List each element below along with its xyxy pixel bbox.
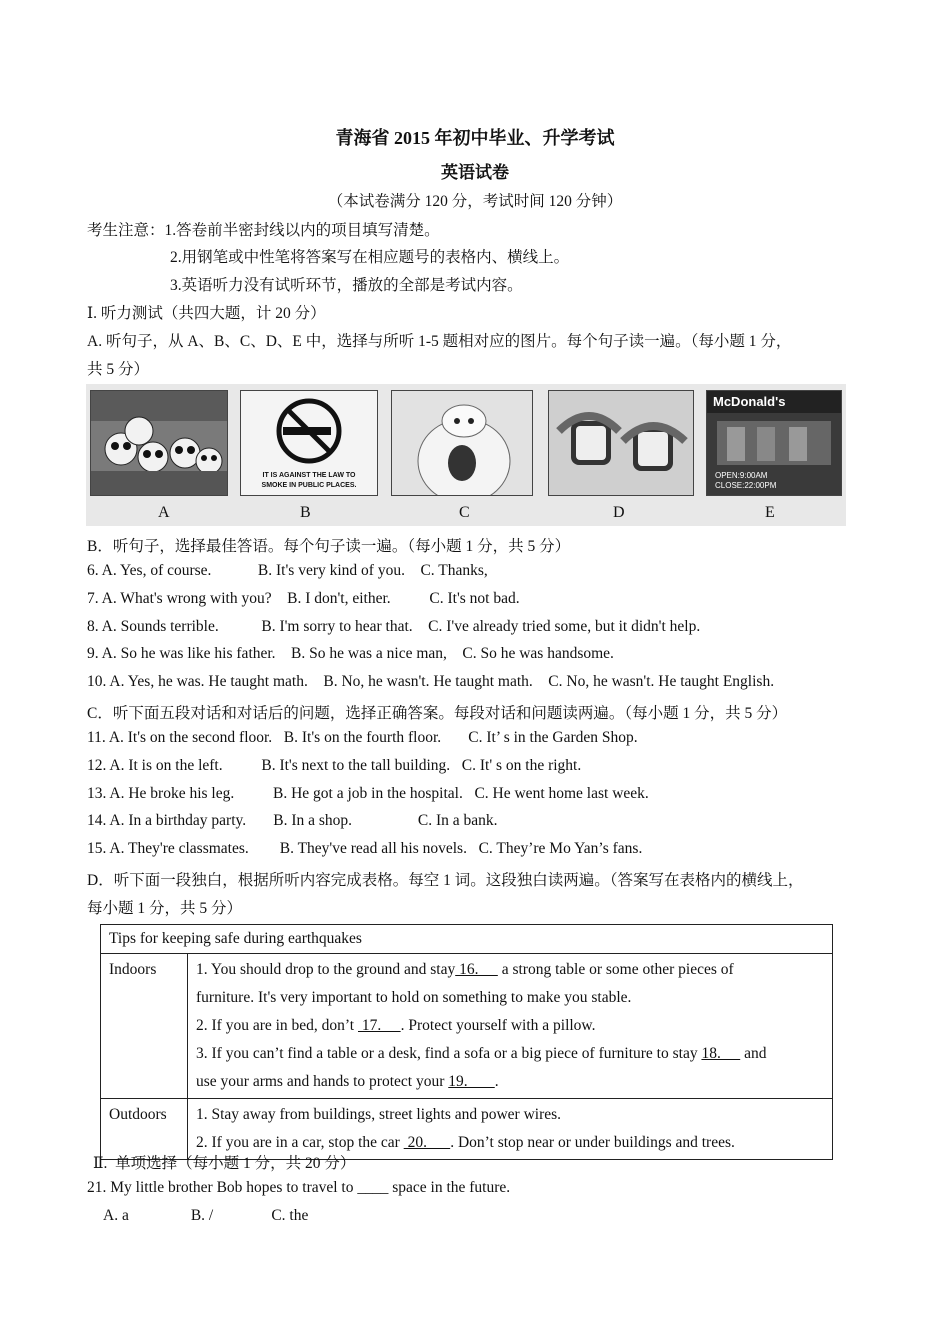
tip-text: a strong table or some other pieces of [497, 961, 734, 978]
outdoors-label: Outdoors [101, 1099, 188, 1160]
notice-3: 3.英语听力没有试听环节，播放的全部是考试内容。 [170, 277, 523, 294]
picture-label-e: E [765, 504, 775, 521]
picture-label-b: B [300, 504, 311, 521]
picture-label-d: D [613, 504, 625, 521]
question-10: 10. A. Yes, he was. He taught math. B. No, he wasn't. He taught math. C. No, he wasn't. He taught English. [87, 673, 775, 690]
section1a-instruction-cont: 共 5 分） [87, 361, 150, 378]
exam-note: （本试卷满分 120 分，考试时间 120 分钟） [327, 193, 623, 210]
picture-b-no-smoking [240, 390, 378, 496]
outdoor-tip-1: 1. Stay away from buildings, street lights and power wires. [196, 1106, 562, 1123]
section1c-instruction: C．听下面五段对话和对话后的问题，选择正确答案。每段对话和问题读两遍。（每小题 1 分，共 5 分） [87, 705, 788, 722]
question-7: 7. A. What's wrong with you? B. I don't, either. C. It's not bad. [87, 590, 520, 607]
answer-blank-16[interactable]: 16. [455, 961, 498, 978]
answer-blank-20[interactable]: 20. [403, 1134, 451, 1151]
notice-2: 2.用钢笔或中性笔将答案写在相应题号的表格内、横线上。 [170, 249, 570, 266]
indoor-tip-2 [196, 1012, 824, 1040]
picture-label-c: C [459, 504, 470, 521]
question-11: 11. A. It's on the second floor. B. It's on the fourth floor. C. It’ s in the Garden Shop. [87, 729, 638, 746]
question-21-options: A. a B. / C. the [103, 1207, 309, 1224]
question-6: 6. A. Yes, of course. B. It's very kind of you. C. Thanks, [87, 562, 488, 579]
earthquake-tips-table [100, 924, 833, 1160]
open-hours: OPEN:9:00AM [715, 471, 768, 480]
section1d-instruction: D．听下面一段独白，根据所听内容完成表格。每空 1 词。这段独白读两遍。（答案写在表格内的横线上， [87, 872, 804, 889]
notice-1: 考生注意：1.答卷前半密封线以内的项目填写清楚。 [87, 222, 440, 239]
tip-text: and [740, 1045, 767, 1062]
sign-text-line2: SMOKE IN PUBLIC PLACES. [261, 482, 357, 489]
sign-text-line1: IT IS AGAINST THE LAW TO [262, 472, 356, 479]
question-13: 13. A. He broke his leg. B. He got a job in the hospital. C. He went home last week. [87, 785, 649, 802]
question-8: 8. A. Sounds terrible. B. I'm sorry to hear that. C. I've already tried some, but it didn't help. [87, 618, 701, 635]
exam-title: 青海省 2015 年初中毕业、升学考试 [335, 128, 615, 148]
tip-text: . Don’t stop near or under buildings and trees. [450, 1134, 735, 1151]
answer-blank-18[interactable]: 18. [701, 1045, 741, 1062]
close-hours: CLOSE:22:00PM [715, 481, 777, 490]
mcdonalds-logo-text: McDonald's [713, 394, 786, 409]
section1b-instruction: B．听句子，选择最佳答语。每个句子读一遍。（每小题 1 分，共 5 分） [87, 538, 571, 555]
exam-subtitle: 英语试卷 [441, 163, 509, 182]
answer-blank-19[interactable]: 19. [448, 1073, 495, 1090]
tip-text: use your arms and hands to protect your [196, 1073, 449, 1090]
tip-text: 1. You should drop to the ground and stay [196, 961, 456, 978]
table-header: Tips for keeping safe during earthquakes [101, 925, 833, 954]
section1d-instruction-cont: 每小题 1 分，共 5 分） [87, 900, 243, 917]
tip-text: 3. If you can’t find a table or a desk, find a sofa or a big piece of furniture to stay [196, 1045, 702, 1062]
indoor-tip-3-cont [196, 1068, 824, 1096]
section1a-instruction: A. 听句子，从 A、B、C、D、E 中，选择与所听 1-5 题相对应的图片。每个句子读一遍。（每小题 1 分， [87, 333, 792, 350]
picture-strip [86, 384, 846, 526]
picture-label-a: A [158, 504, 170, 521]
tip-text: . Protect yourself with a pillow. [400, 1017, 596, 1034]
section2-heading: Ⅱ. 单项选择（每小题 1 分，共 20 分） [93, 1155, 356, 1172]
picture-e-mcdonalds [706, 390, 842, 496]
indoors-label: Indoors [101, 954, 188, 1099]
picture-d-smartwatches [548, 390, 694, 496]
indoor-tip-1-cont: furniture. It's very important to hold on something to make you stable. [196, 989, 632, 1006]
picture-a-pandas [90, 390, 228, 496]
question-9: 9. A. So he was like his father. B. So he was a nice man, C. So he was handsome. [87, 645, 614, 662]
tip-text: . [494, 1073, 499, 1090]
tip-text: 2. If you are in a car, stop the car [196, 1134, 404, 1151]
indoors-tips [188, 954, 833, 1099]
question-15: 15. A. They're classmates. B. They've read all his novels. C. They’re Mo Yan’s fans. [87, 840, 643, 857]
answer-blank-17[interactable]: 17. [358, 1017, 401, 1034]
indoor-tip-3 [196, 1040, 824, 1068]
question-21: 21. My little brother Bob hopes to travel to ____ space in the future. [87, 1179, 511, 1196]
indoor-tip-1 [196, 956, 824, 984]
question-14: 14. A. In a birthday party. B. In a shop. C. In a bank. [87, 812, 498, 829]
tip-text: 2. If you are in bed, don’t [196, 1017, 358, 1034]
section1-heading: Ⅰ. 听力测试（共四大题，计 20 分） [87, 305, 326, 322]
question-12: 12. A. It is on the left. B. It's next to the tall building. C. It' s on the right. [87, 757, 582, 774]
picture-c-character [391, 390, 533, 496]
